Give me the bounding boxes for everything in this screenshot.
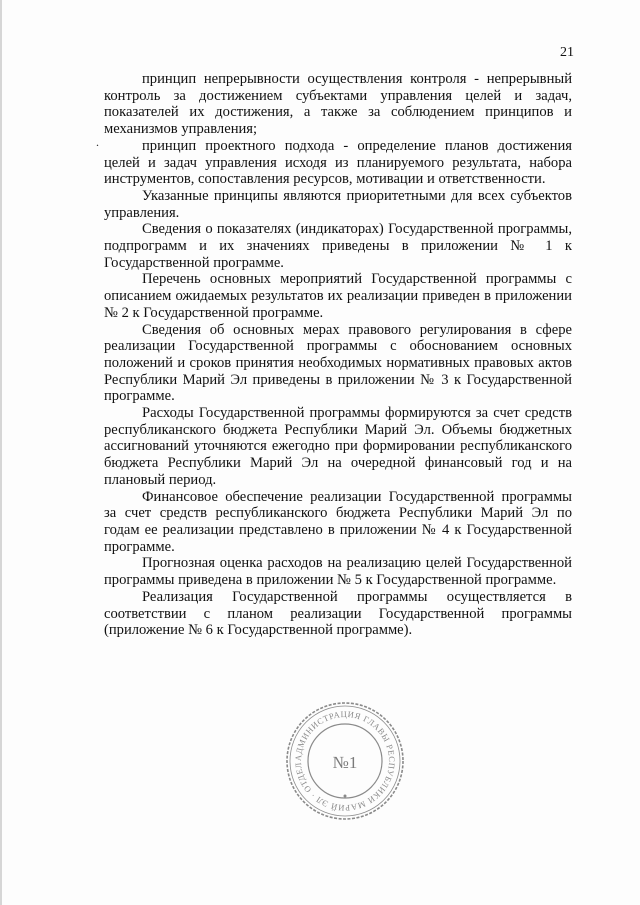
stray-scan-mark: . (96, 135, 99, 149)
stamp-dot (344, 795, 347, 798)
stamp-ring-text: АДМИНИСТРАЦИЯ ГЛАВЫ РЕСПУБЛИКИ МАРИЙ ЭЛ · ОТДЕЛ (292, 708, 398, 814)
page-number: 21 (560, 45, 574, 60)
paragraph-main-activities: Перечень основных мероприятий Государственной программы с описанием ожидаемых результатов их реализации приведен в приложении № 2 к Государственной программе. (104, 271, 572, 321)
body-text (104, 71, 572, 639)
paragraph-indicators: Сведения о показателях (индикаторах) Государственной программы, подпрограмм и их значениях приведены в приложении № 1 к Государственной программе. (104, 221, 572, 271)
paragraph-control-principle: принцип непрерывности осуществления контроля - непрерывный контроль за достижением субъектами управления целей и задач, показателей их достижения, а также за соблюдением принципов и механизмов управления; (104, 71, 572, 138)
scan-left-edge (0, 0, 2, 905)
office-stamp (284, 700, 406, 822)
stamp-number: №1 (332, 753, 358, 772)
paragraph-project-principle: принцип проектного подхода - определение планов достижения целей и задач управления исходя из планируемого результата, набора инструментов, сопоставления ресурсов, мотивации и ответственности. (104, 137, 572, 188)
paragraph-forecast: Прогнозная оценка расходов на реализацию целей Государственной программы приведена в приложении № 5 к Государственной программе. (104, 555, 572, 589)
paragraph-implementation: Реализация Государственной программы осуществляется в соответствии с планом реализации Государственной программы (приложение № 6 к Государственной программе). (104, 588, 572, 639)
paragraph-expenditures: Расходы Государственной программы формируются за счет средств республиканского бюджета Республики Марий Эл. Объемы бюджетных ассигнований уточняются ежегодно при формировании республиканского бюджета Республики Марий Эл на очередной финансовый год и на плановый период. (104, 405, 572, 488)
paragraph-financing: Финансовое обеспечение реализации Государственной программы за счет средств республиканского бюджета Республики Марий Эл по годам ее реализации представлено в приложении № 4 к Государственной программе. (104, 488, 572, 555)
paragraph-priority-principles: Указанные принципы являются приоритетными для всех субъектов управления. (104, 187, 572, 221)
paragraph-legal-regulation: Сведения об основных мерах правового регулирования в сфере реализации Государственной программы с обоснованием основных положений и сроков принятия необходимых нормативных правовых актов Республики Марий Эл приведены в приложении № 3 к Государственной программе. (104, 321, 572, 405)
stamp-seal (284, 700, 406, 822)
